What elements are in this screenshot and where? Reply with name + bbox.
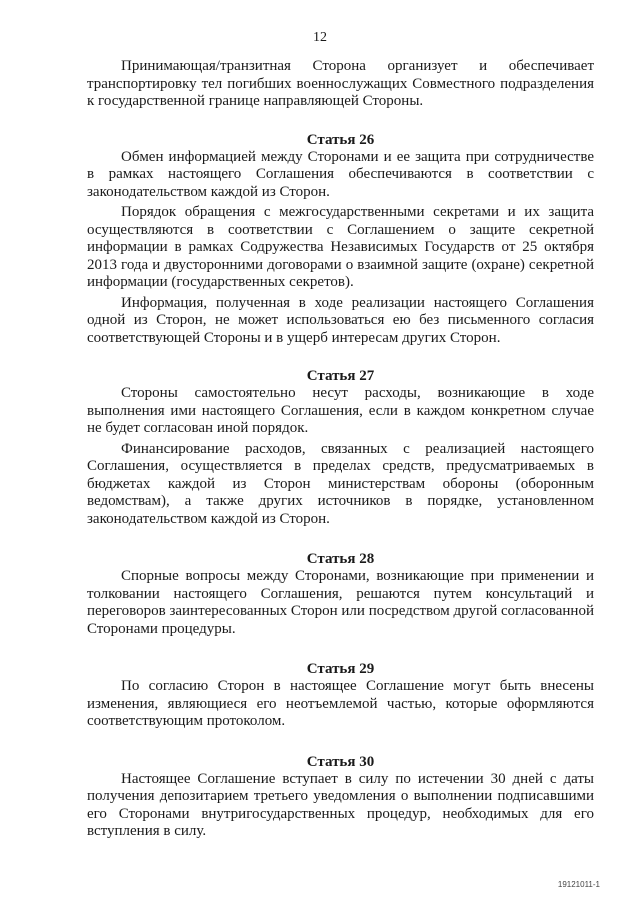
article-29-heading: Статья 29 — [306, 661, 375, 677]
article-27-paragraph-2: Финансирование расходов, связанных с реализацией настоящего Соглашения, осуществляется в пределах средств, предусматриваемых в бюджетах каждой из Сторон министерствам обороны (оборонным ведомствам), а также других источников в порядке, установленном законодательством каждой из Сторон. — [87, 440, 594, 527]
article-26-paragraph-1: Обмен информацией между Сторонами и ее защита при сотрудничестве в рамках настоящего Соглашения обеспечиваются в соответствии с законодательством каждой из Сторон. — [87, 148, 594, 200]
article-28-paragraph-1: Спорные вопросы между Сторонами, возникающие при применении и толковании настоящего Соглашения, решаются путем консультаций и переговоров заинтересованных Сторон или посредством другой согласованной Сторонами процедуры. — [87, 568, 594, 637]
article-26-paragraph-2: Порядок обращения с межгосударственными секретами и их защита осуществляются в соответствии с Соглашением о защите секретной информации в рамках Содружества Независимых Государств от 25 октября 2013 года и двусторонними договорами о взаимной защите (охране) секретной информации (государственных секретов). — [87, 204, 594, 290]
article-30-paragraph-1: Настоящее Соглашение вступает в силу по истечении 30 дней с даты получения депозитарием третьего уведомления о выполнении подписавшими его Сторонами внутригосударственных процедур, необходимых для его вступления в силу. — [87, 770, 594, 839]
article-26-paragraph-3: Информация, полученная в ходе реализации настоящего Соглашения одной из Сторон, не может использоваться ею без письменного согласия соответствующей Стороны и в ущерб интересам других Сторон. — [87, 294, 594, 346]
intro-paragraph: Принимающая/транзитная Сторона организует и обеспечивает транспортировку тел погибших военнослужащих Совместного подразделения к государственной границе направляющей Стороны. — [87, 58, 594, 109]
article-30-heading: Статья 30 — [306, 753, 375, 770]
article-27-paragraph-1: Стороны самостоятельно несут расходы, возникающие в ходе выполнения ими настоящего Соглашения, если в каждом конкретном случае не будет согласован иной порядок. — [87, 385, 594, 436]
article-26-heading: Статья 26 — [306, 131, 375, 148]
article-27-heading: Статья 27 — [306, 368, 375, 384]
document-code: 19121011-1 — [557, 880, 600, 889]
page-number: 12 — [313, 30, 327, 45]
article-29-paragraph-1: По согласию Сторон в настоящее Соглашение могут быть внесены изменения, являющиеся его неотъемлемой частью, которые оформляются соответствующим протоколом. — [87, 678, 594, 729]
document-body — [87, 58, 594, 841]
article-28-heading: Статья 28 — [306, 551, 375, 567]
